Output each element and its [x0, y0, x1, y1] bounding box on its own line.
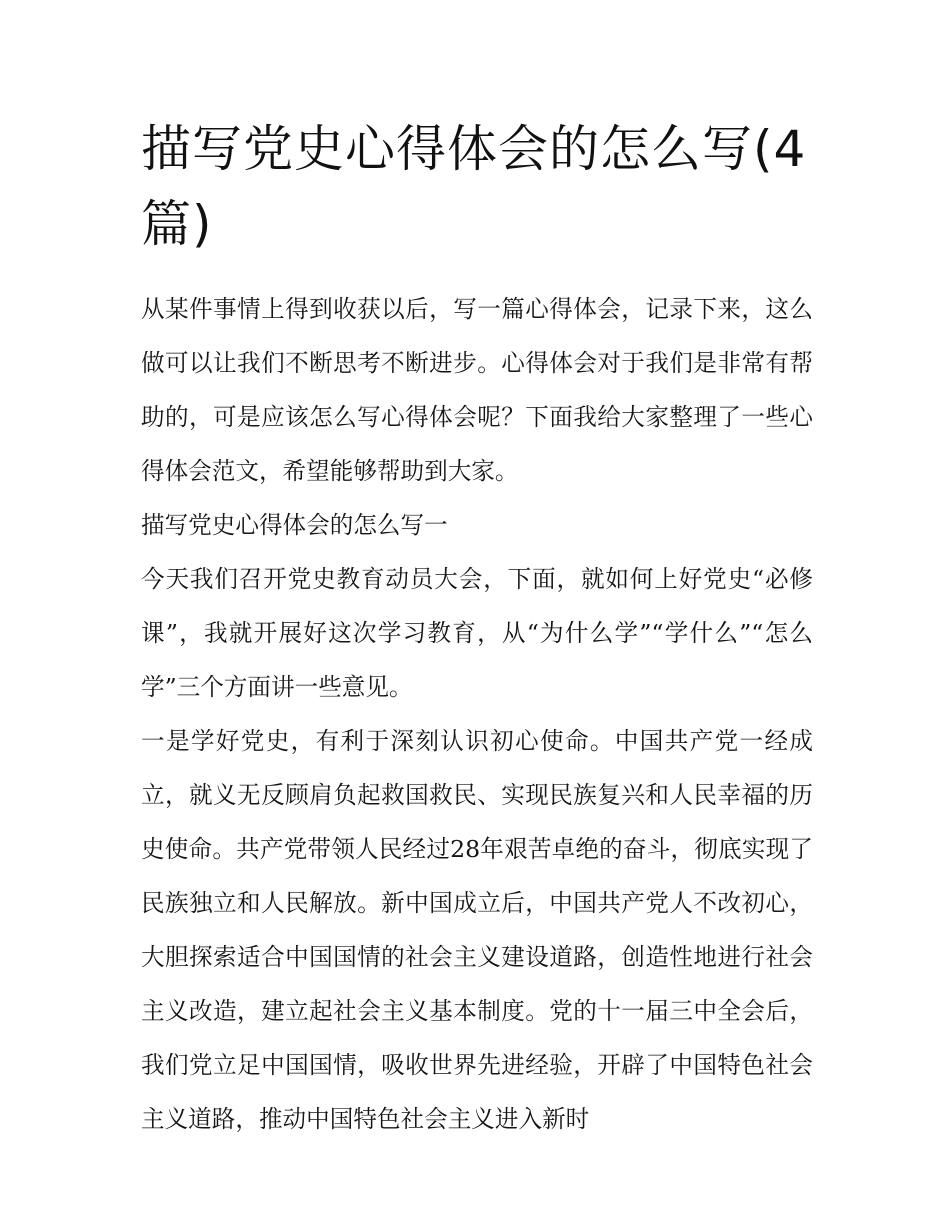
- document-title: 描写党史心得体会的怎么写(4篇): [141, 120, 807, 253]
- body-paragraph-1: 今天我们召开党史教育动员大会，下面，就如何上好党史“必修课”，我就开展好这次学习教育，从“为什么学”“学什么”“怎么学”三个方面讲一些意见。: [141, 565, 813, 701]
- body-paragraph-2: 一是学好党史，有利于深刻认识初心使命。中国共产党一经成立，就义无反顾肩负起救国救民、实现民族复兴和人民幸福的历史使命。共产党带领人民经过28年艰苦卓绝的奋斗，彻底实现了民族独立和人民解放。新中国成立后，中国共产党人不改初心，大胆探索适合中国国情的社会主义建设道路，创造性地进行社会主义改造，建立起社会主义基本制度。党的十一届三中全会后，我们党立足中国国情，吸收世界先进经验，开辟了中国特色社会主义道路，推动中国特色社会主义进入新时: [141, 727, 813, 1133]
- document-content: [141, 112, 813, 1146]
- intro-paragraph: 从某件事情上得到收获以后，写一篇心得体会，记录下来，这么做可以让我们不断思考不断进步。心得体会对于我们是非常有帮助的，可是应该怎么写心得体会呢？下面我给大家整理了一些心得体会范文，希望能够帮助到大家。: [141, 295, 813, 485]
- section-heading: 描写党史心得体会的怎么写一: [141, 511, 448, 539]
- document-body: [141, 282, 813, 1146]
